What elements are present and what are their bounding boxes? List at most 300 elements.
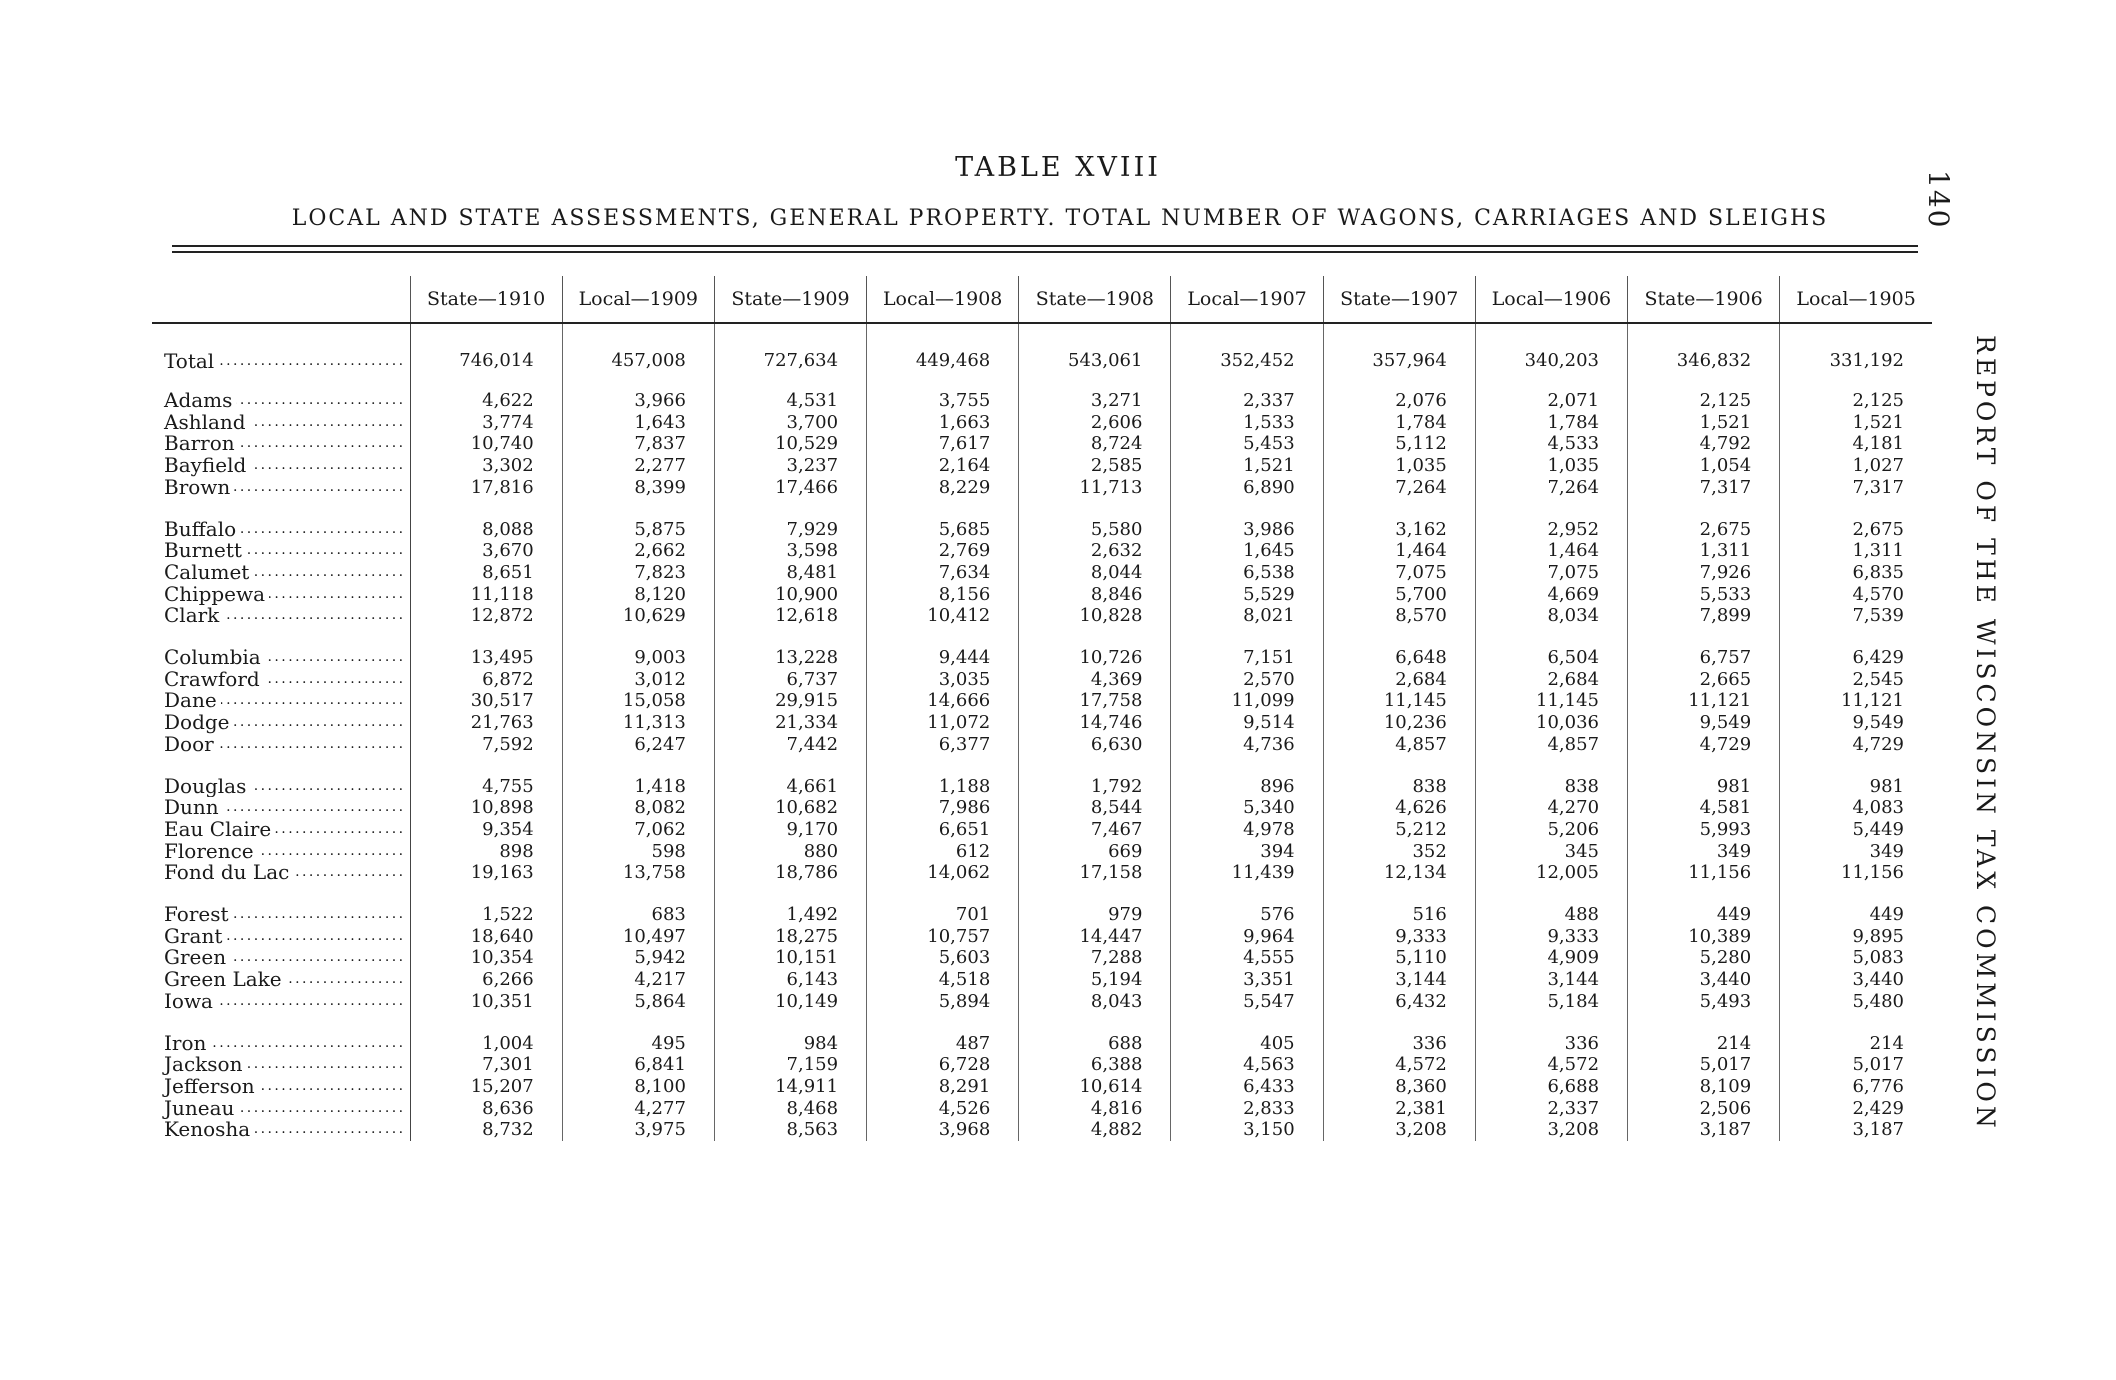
- county-name-cell: [152, 332, 410, 390]
- value-cell: 4,978: [1171, 819, 1323, 841]
- value-cell: 5,340: [1171, 797, 1323, 819]
- county-name: Dunn: [164, 797, 223, 819]
- value-cell: 4,572: [1323, 1054, 1475, 1076]
- county-name-cell: [152, 605, 410, 627]
- county-name: Crawford: [164, 669, 264, 691]
- spacer-row: [152, 756, 1932, 776]
- value-cell: 683: [562, 904, 714, 926]
- value-cell: 2,429: [1780, 1098, 1932, 1120]
- value-cell: 2,277: [562, 455, 714, 477]
- county-name-cell: [152, 647, 410, 669]
- county-name: Eau Claire: [164, 819, 275, 841]
- value-cell: 8,044: [1019, 562, 1171, 584]
- value-cell: 3,035: [867, 669, 1019, 691]
- value-cell: 21,763: [410, 712, 562, 734]
- value-cell: 1,521: [1171, 455, 1323, 477]
- value-cell: 6,429: [1780, 647, 1932, 669]
- value-cell: 2,570: [1171, 669, 1323, 691]
- value-cell: 1,522: [410, 904, 562, 926]
- value-cell: 5,480: [1780, 991, 1932, 1013]
- value-cell: 9,354: [410, 819, 562, 841]
- total-row: [152, 332, 1932, 390]
- value-cell: 6,728: [867, 1054, 1019, 1076]
- value-cell: 4,533: [1475, 433, 1627, 455]
- county-name: Juneau: [164, 1098, 238, 1120]
- value-cell: 5,083: [1780, 947, 1932, 969]
- value-cell: 2,684: [1475, 669, 1627, 691]
- value-cell: 11,145: [1323, 690, 1475, 712]
- value-cell: 6,247: [562, 734, 714, 756]
- running-header: REPORT OF THE WISCONSIN TAX COMMISSION: [1971, 335, 2000, 1132]
- county-name: Iowa: [164, 991, 217, 1013]
- value-cell: 30,517: [410, 690, 562, 712]
- county-name-cell: [152, 584, 410, 606]
- value-cell: 2,164: [867, 455, 1019, 477]
- column-header: State—1906: [1628, 276, 1780, 323]
- value-cell: 6,651: [867, 819, 1019, 841]
- county-row: [152, 991, 1932, 1013]
- value-cell: 1,035: [1323, 455, 1475, 477]
- value-cell: 598: [562, 841, 714, 863]
- county-name-cell: [152, 841, 410, 863]
- county-name: Green Lake: [164, 969, 286, 991]
- value-cell: 979: [1019, 904, 1171, 926]
- value-cell: 8,468: [714, 1098, 866, 1120]
- value-cell: 3,986: [1171, 519, 1323, 541]
- county-name-cell: [152, 819, 410, 841]
- county-name-cell: [152, 562, 410, 584]
- value-cell: 1,521: [1780, 412, 1932, 434]
- county-row: [152, 690, 1932, 712]
- value-cell: 5,017: [1628, 1054, 1780, 1076]
- value-cell: 8,570: [1323, 605, 1475, 627]
- value-cell: 7,264: [1323, 477, 1475, 499]
- value-cell: 2,952: [1475, 519, 1627, 541]
- value-cell: 8,636: [410, 1098, 562, 1120]
- value-cell: 4,217: [562, 969, 714, 991]
- value-cell: 2,381: [1323, 1098, 1475, 1120]
- value-cell: 4,755: [410, 776, 562, 798]
- county-name-cell: [152, 969, 410, 991]
- value-cell: 4,518: [867, 969, 1019, 991]
- value-cell: 14,447: [1019, 926, 1171, 948]
- value-cell: 3,351: [1171, 969, 1323, 991]
- county-name: Iron: [164, 1033, 210, 1055]
- value-cell: 3,440: [1780, 969, 1932, 991]
- county-name-cell: [152, 797, 410, 819]
- county-row: [152, 904, 1932, 926]
- value-cell: 8,481: [714, 562, 866, 584]
- value-cell: 9,895: [1780, 926, 1932, 948]
- county-column-header: [152, 276, 410, 323]
- value-cell: 13,758: [562, 862, 714, 884]
- value-cell: 4,626: [1323, 797, 1475, 819]
- value-cell: 9,549: [1780, 712, 1932, 734]
- county-name: Fond du Lac: [164, 862, 293, 884]
- value-cell: 11,313: [562, 712, 714, 734]
- value-cell: 9,514: [1171, 712, 1323, 734]
- value-cell: 7,899: [1628, 605, 1780, 627]
- value-cell: 8,399: [562, 477, 714, 499]
- value-cell: 336: [1475, 1033, 1627, 1055]
- value-cell: 4,857: [1475, 734, 1627, 756]
- value-cell: 3,440: [1628, 969, 1780, 991]
- value-cell: 17,466: [714, 477, 866, 499]
- value-cell: 7,986: [867, 797, 1019, 819]
- county-name-cell: [152, 862, 410, 884]
- value-cell: 3,208: [1323, 1119, 1475, 1141]
- value-cell: 12,005: [1475, 862, 1627, 884]
- column-header: Local—1908: [867, 276, 1019, 323]
- column-header: State—1909: [714, 276, 866, 323]
- value-cell: 5,894: [867, 991, 1019, 1013]
- county-name: Burnett: [164, 540, 246, 562]
- value-cell: 10,898: [410, 797, 562, 819]
- value-cell: 2,125: [1628, 390, 1780, 412]
- value-cell: 6,688: [1475, 1076, 1627, 1098]
- value-cell: 3,271: [1019, 390, 1171, 412]
- value-cell: 1,418: [562, 776, 714, 798]
- value-cell: 7,288: [1019, 947, 1171, 969]
- value-cell: 6,648: [1323, 647, 1475, 669]
- value-cell: 838: [1475, 776, 1627, 798]
- value-cell: 11,121: [1780, 690, 1932, 712]
- county-name: Douglas: [164, 776, 250, 798]
- county-name: Jefferson: [164, 1076, 259, 1098]
- value-cell: 9,003: [562, 647, 714, 669]
- value-cell: 336: [1323, 1033, 1475, 1055]
- value-cell: 6,538: [1171, 562, 1323, 584]
- county-row: [152, 562, 1932, 584]
- value-cell: 10,389: [1628, 926, 1780, 948]
- value-cell: 5,529: [1171, 584, 1323, 606]
- value-cell: 495: [562, 1033, 714, 1055]
- value-cell: 5,864: [562, 991, 714, 1013]
- county-name: Adams: [164, 390, 236, 412]
- value-cell: 10,151: [714, 947, 866, 969]
- county-row: [152, 819, 1932, 841]
- value-cell: 340,203: [1475, 332, 1627, 390]
- county-row: [152, 647, 1932, 669]
- value-cell: 6,841: [562, 1054, 714, 1076]
- value-cell: 449: [1628, 904, 1780, 926]
- value-cell: 8,229: [867, 477, 1019, 499]
- value-cell: 669: [1019, 841, 1171, 863]
- value-cell: 3,598: [714, 540, 866, 562]
- value-cell: 3,012: [562, 669, 714, 691]
- county-row: [152, 862, 1932, 884]
- value-cell: 10,629: [562, 605, 714, 627]
- value-cell: 449: [1780, 904, 1932, 926]
- value-cell: 3,187: [1628, 1119, 1780, 1141]
- value-cell: 18,640: [410, 926, 562, 948]
- value-cell: 4,369: [1019, 669, 1171, 691]
- value-cell: 405: [1171, 1033, 1323, 1055]
- value-cell: 4,729: [1628, 734, 1780, 756]
- value-cell: 5,547: [1171, 991, 1323, 1013]
- value-cell: 214: [1628, 1033, 1780, 1055]
- county-row: [152, 1076, 1932, 1098]
- value-cell: 15,058: [562, 690, 714, 712]
- value-cell: 3,144: [1475, 969, 1627, 991]
- value-cell: 10,354: [410, 947, 562, 969]
- value-cell: 3,975: [562, 1119, 714, 1141]
- column-header: Local—1906: [1475, 276, 1627, 323]
- county-name: Grant: [164, 926, 226, 948]
- value-cell: 6,630: [1019, 734, 1171, 756]
- county-row: [152, 584, 1932, 606]
- value-cell: 4,669: [1475, 584, 1627, 606]
- value-cell: 11,072: [867, 712, 1019, 734]
- value-cell: 4,882: [1019, 1119, 1171, 1141]
- county-name-cell: [152, 1119, 410, 1141]
- value-cell: 984: [714, 1033, 866, 1055]
- value-cell: 2,506: [1628, 1098, 1780, 1120]
- value-cell: 1,311: [1628, 540, 1780, 562]
- county-name-cell: [152, 690, 410, 712]
- value-cell: 7,317: [1780, 477, 1932, 499]
- value-cell: 8,034: [1475, 605, 1627, 627]
- value-cell: 4,555: [1171, 947, 1323, 969]
- value-cell: 18,275: [714, 926, 866, 948]
- value-cell: 2,337: [1475, 1098, 1627, 1120]
- value-cell: 746,014: [410, 332, 562, 390]
- value-cell: 4,661: [714, 776, 866, 798]
- value-cell: 11,156: [1780, 862, 1932, 884]
- assessment-table: [152, 276, 1932, 1141]
- value-cell: 7,929: [714, 519, 866, 541]
- county-name: Brown: [164, 477, 234, 499]
- county-row: [152, 969, 1932, 991]
- value-cell: 7,634: [867, 562, 1019, 584]
- county-name: Clark: [164, 605, 223, 627]
- value-cell: 14,666: [867, 690, 1019, 712]
- value-cell: 4,526: [867, 1098, 1019, 1120]
- double-rule-top: [172, 245, 1918, 247]
- value-cell: 352,452: [1171, 332, 1323, 390]
- value-cell: 12,618: [714, 605, 866, 627]
- county-name: Bayfield: [164, 455, 250, 477]
- value-cell: 8,100: [562, 1076, 714, 1098]
- value-cell: 8,563: [714, 1119, 866, 1141]
- value-cell: 6,737: [714, 669, 866, 691]
- value-cell: 5,942: [562, 947, 714, 969]
- value-cell: 2,076: [1323, 390, 1475, 412]
- value-cell: 612: [867, 841, 1019, 863]
- county-name-cell: [152, 455, 410, 477]
- county-name-cell: [152, 390, 410, 412]
- county-name: Calumet: [164, 562, 253, 584]
- spacer-row: [152, 323, 1932, 332]
- value-cell: 10,682: [714, 797, 866, 819]
- county-name: Buffalo: [164, 519, 240, 541]
- value-cell: 13,495: [410, 647, 562, 669]
- value-cell: 6,432: [1323, 991, 1475, 1013]
- value-cell: 10,529: [714, 433, 866, 455]
- value-cell: 5,110: [1323, 947, 1475, 969]
- value-cell: 11,118: [410, 584, 562, 606]
- county-name: Chippewa: [164, 584, 269, 606]
- value-cell: 5,875: [562, 519, 714, 541]
- value-cell: 7,467: [1019, 819, 1171, 841]
- value-cell: 2,684: [1323, 669, 1475, 691]
- value-cell: 1,311: [1780, 540, 1932, 562]
- value-cell: 6,757: [1628, 647, 1780, 669]
- county-name-cell: [152, 477, 410, 499]
- value-cell: 1,645: [1171, 540, 1323, 562]
- value-cell: 10,236: [1323, 712, 1475, 734]
- county-row: [152, 926, 1932, 948]
- value-cell: 4,572: [1475, 1054, 1627, 1076]
- value-cell: 9,333: [1475, 926, 1627, 948]
- value-cell: 394: [1171, 841, 1323, 863]
- value-cell: 576: [1171, 904, 1323, 926]
- value-cell: 5,685: [867, 519, 1019, 541]
- value-cell: 6,377: [867, 734, 1019, 756]
- value-cell: 19,163: [410, 862, 562, 884]
- value-cell: 2,833: [1171, 1098, 1323, 1120]
- county-row: [152, 540, 1932, 562]
- value-cell: 12,872: [410, 605, 562, 627]
- value-cell: 7,159: [714, 1054, 866, 1076]
- value-cell: 3,774: [410, 412, 562, 434]
- value-cell: 1,492: [714, 904, 866, 926]
- value-cell: 9,549: [1628, 712, 1780, 734]
- value-cell: 5,449: [1780, 819, 1932, 841]
- value-cell: 1,027: [1780, 455, 1932, 477]
- double-rule-bottom: [172, 251, 1918, 253]
- page-number: 140: [1922, 170, 1955, 230]
- value-cell: 4,181: [1780, 433, 1932, 455]
- value-cell: 8,544: [1019, 797, 1171, 819]
- county-row: [152, 605, 1932, 627]
- county-name: Florence: [164, 841, 258, 863]
- county-name-cell: [152, 904, 410, 926]
- value-cell: 7,926: [1628, 562, 1780, 584]
- value-cell: 7,301: [410, 1054, 562, 1076]
- county-row: [152, 1033, 1932, 1055]
- value-cell: 7,442: [714, 734, 866, 756]
- table-title: TABLE XVIII: [955, 152, 1161, 183]
- value-cell: 4,277: [562, 1098, 714, 1120]
- value-cell: 1,663: [867, 412, 1019, 434]
- value-cell: 5,603: [867, 947, 1019, 969]
- value-cell: 6,504: [1475, 647, 1627, 669]
- column-header: Local—1909: [562, 276, 714, 323]
- county-row: [152, 776, 1932, 798]
- value-cell: 1,784: [1323, 412, 1475, 434]
- value-cell: 1,188: [867, 776, 1019, 798]
- value-cell: 331,192: [1780, 332, 1932, 390]
- value-cell: 5,184: [1475, 991, 1627, 1013]
- county-name-cell: [152, 669, 410, 691]
- county-row: [152, 841, 1932, 863]
- value-cell: 6,266: [410, 969, 562, 991]
- value-cell: 3,144: [1323, 969, 1475, 991]
- value-cell: 6,143: [714, 969, 866, 991]
- value-cell: 6,835: [1780, 562, 1932, 584]
- county-name-cell: [152, 540, 410, 562]
- value-cell: 7,075: [1323, 562, 1475, 584]
- value-cell: 457,008: [562, 332, 714, 390]
- value-cell: 1,792: [1019, 776, 1171, 798]
- value-cell: 8,846: [1019, 584, 1171, 606]
- column-header: Local—1907: [1171, 276, 1323, 323]
- value-cell: 8,120: [562, 584, 714, 606]
- value-cell: 14,062: [867, 862, 1019, 884]
- value-cell: 1,464: [1475, 540, 1627, 562]
- spacer-row: [152, 884, 1932, 904]
- value-cell: 488: [1475, 904, 1627, 926]
- county-name: Ashland: [164, 412, 250, 434]
- value-cell: 21,334: [714, 712, 866, 734]
- value-cell: 688: [1019, 1033, 1171, 1055]
- value-cell: 1,784: [1475, 412, 1627, 434]
- value-cell: 3,187: [1780, 1119, 1932, 1141]
- county-name-cell: [152, 433, 410, 455]
- value-cell: 1,035: [1475, 455, 1627, 477]
- value-cell: 981: [1780, 776, 1932, 798]
- value-cell: 2,665: [1628, 669, 1780, 691]
- value-cell: 8,082: [562, 797, 714, 819]
- value-cell: 981: [1628, 776, 1780, 798]
- county-row: [152, 797, 1932, 819]
- value-cell: 14,746: [1019, 712, 1171, 734]
- value-cell: 5,280: [1628, 947, 1780, 969]
- value-cell: 5,206: [1475, 819, 1627, 841]
- value-cell: 2,769: [867, 540, 1019, 562]
- value-cell: 349: [1628, 841, 1780, 863]
- value-cell: 10,412: [867, 605, 1019, 627]
- value-cell: 487: [867, 1033, 1019, 1055]
- value-cell: 5,453: [1171, 433, 1323, 455]
- value-cell: 1,004: [410, 1033, 562, 1055]
- county-row: [152, 669, 1932, 691]
- value-cell: 3,700: [714, 412, 866, 434]
- value-cell: 11,439: [1171, 862, 1323, 884]
- value-cell: 4,083: [1780, 797, 1932, 819]
- value-cell: 9,444: [867, 647, 1019, 669]
- value-cell: 11,099: [1171, 690, 1323, 712]
- county-name-cell: [152, 519, 410, 541]
- value-cell: 2,675: [1628, 519, 1780, 541]
- value-cell: 3,670: [410, 540, 562, 562]
- value-cell: 3,237: [714, 455, 866, 477]
- value-cell: 2,125: [1780, 390, 1932, 412]
- column-header: State—1910: [410, 276, 562, 323]
- value-cell: 4,909: [1475, 947, 1627, 969]
- county-name: Barron: [164, 433, 239, 455]
- value-cell: 7,062: [562, 819, 714, 841]
- value-cell: 3,302: [410, 455, 562, 477]
- value-cell: 5,212: [1323, 819, 1475, 841]
- value-cell: 345: [1475, 841, 1627, 863]
- value-cell: 8,360: [1323, 1076, 1475, 1098]
- value-cell: 8,651: [410, 562, 562, 584]
- value-cell: 8,156: [867, 584, 1019, 606]
- value-cell: 1,054: [1628, 455, 1780, 477]
- value-cell: 352: [1323, 841, 1475, 863]
- value-cell: 10,757: [867, 926, 1019, 948]
- value-cell: 357,964: [1323, 332, 1475, 390]
- value-cell: 8,021: [1171, 605, 1323, 627]
- column-header: State—1908: [1019, 276, 1171, 323]
- county-row: [152, 734, 1932, 756]
- value-cell: 6,776: [1780, 1076, 1932, 1098]
- value-cell: 9,964: [1171, 926, 1323, 948]
- value-cell: 7,264: [1475, 477, 1627, 499]
- value-cell: 1,533: [1171, 412, 1323, 434]
